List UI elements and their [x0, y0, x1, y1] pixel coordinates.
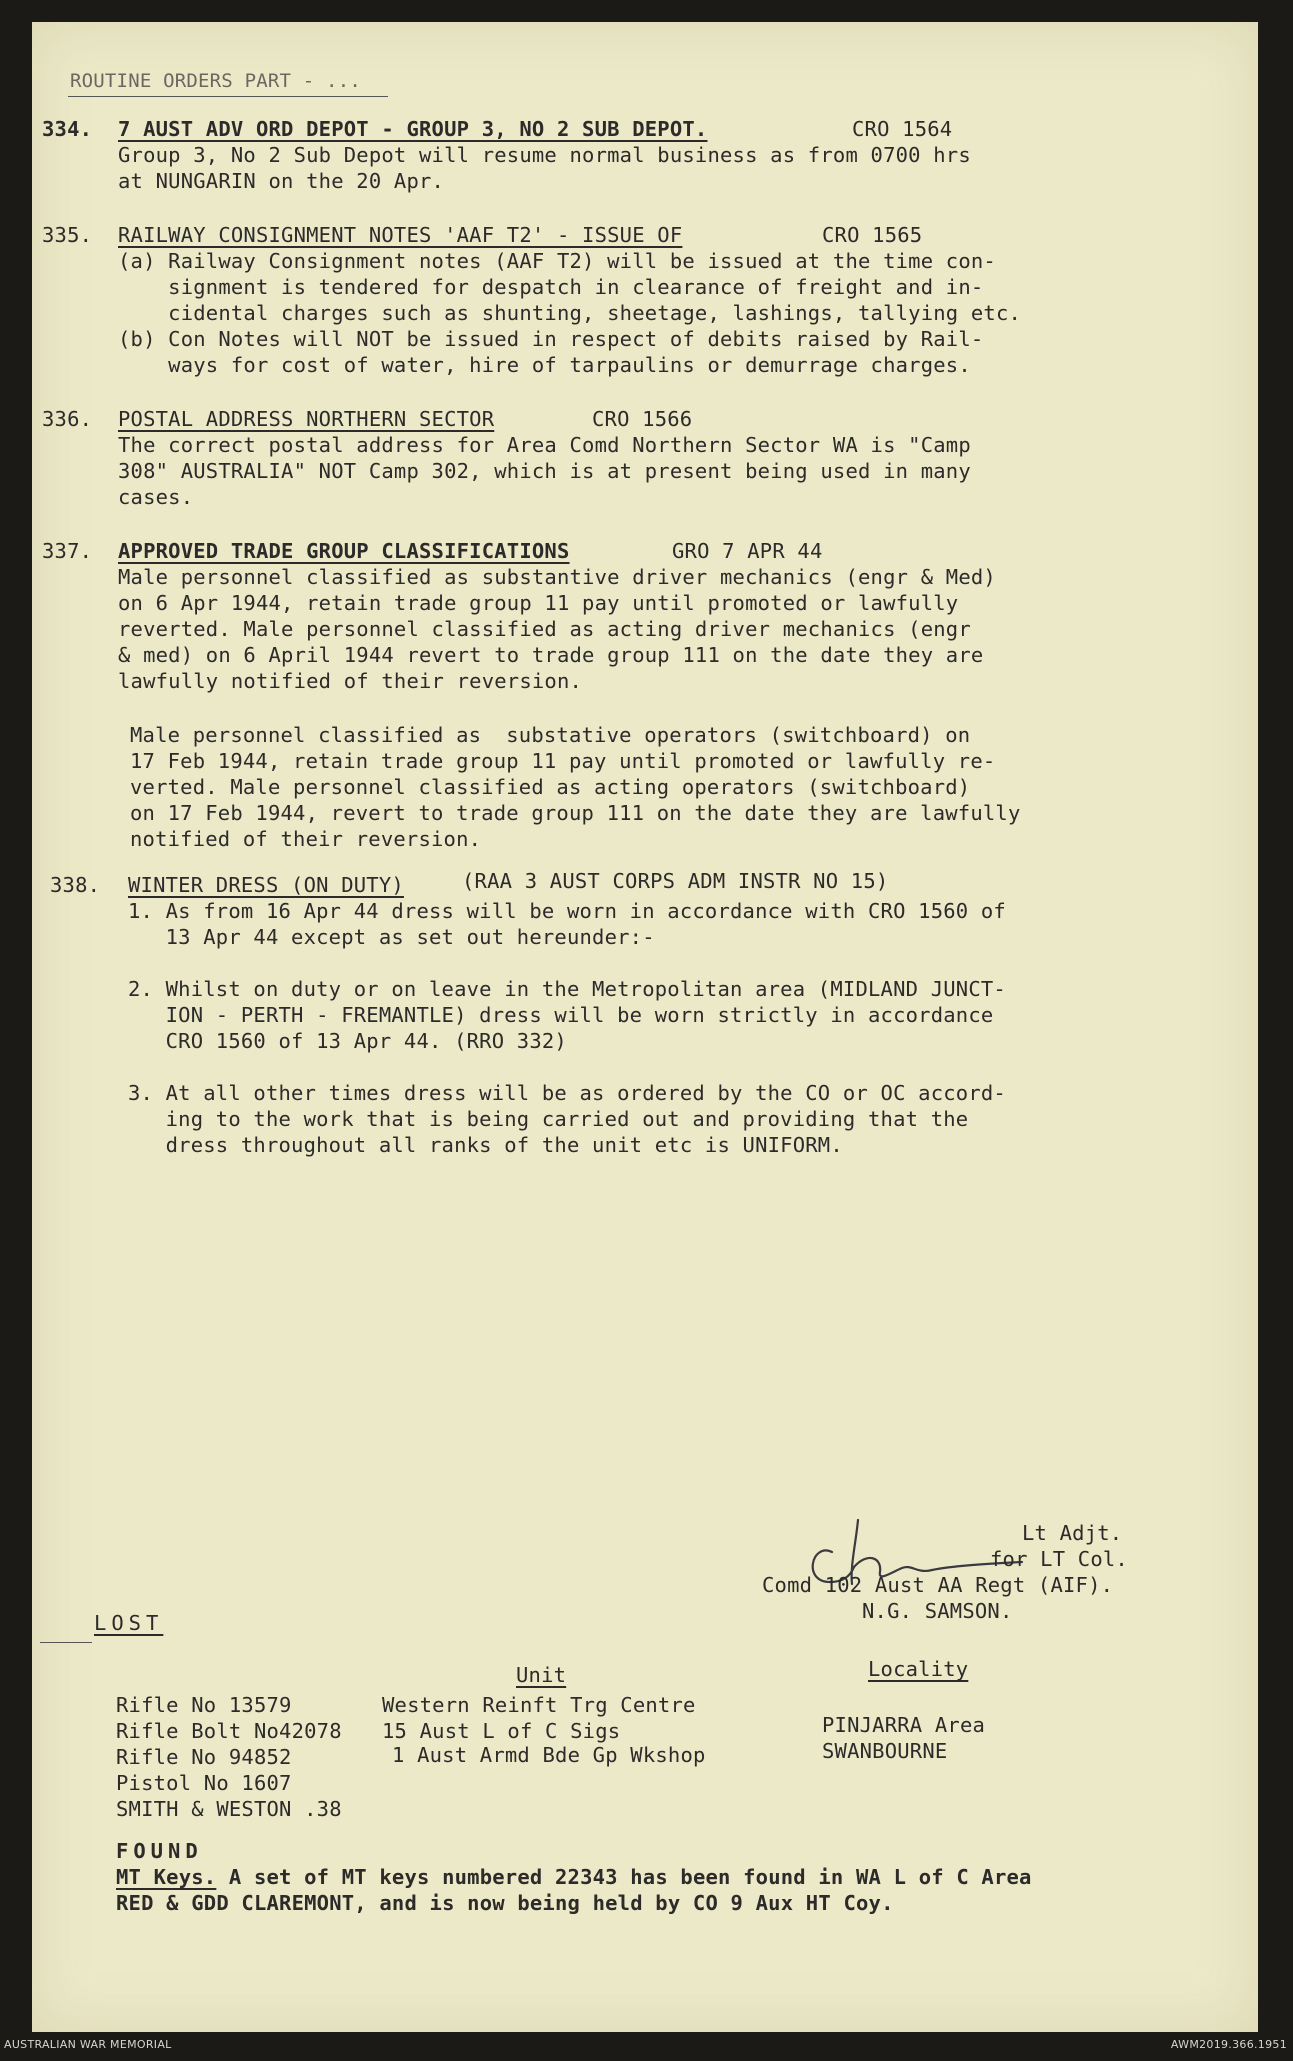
body-line: 13 Apr 44 except as set out hereunder:- — [128, 925, 655, 949]
found-line: A set of MT keys numbered 22343 has been found in WA L of C Area — [216, 1865, 1032, 1889]
item-number: 338. — [50, 873, 101, 897]
archive-reference: AWM2019.366.1951 — [1170, 2038, 1287, 2051]
body-line: Group 3, No 2 Sub Depot will resume normal business as from 0700 hrs — [118, 143, 971, 167]
body-line: Male personnel classified as substantive driver mechanics (engr & Med) — [118, 565, 996, 589]
page-header: ROUTINE ORDERS PART - ... — [70, 70, 361, 92]
body-line: reverted. Male personnel classified as acting driver mechanics (engr — [118, 617, 971, 641]
body-line: dress throughout all ranks of the unit etc is UNIFORM. — [128, 1133, 843, 1157]
lost-locality: PINJARRA Area — [822, 1713, 986, 1737]
archive-credit: AUSTRALIAN WAR MEMORIAL — [4, 2038, 172, 2051]
item-ref: CRO 1566 — [592, 407, 693, 431]
lost-locality: SWANBOURNE — [822, 1739, 948, 1763]
item-number: 334. — [42, 117, 93, 141]
body-line: on 6 Apr 1944, retain trade group 11 pay until promoted or lawfully — [118, 591, 959, 615]
body-line: & med) on 6 April 1944 revert to trade group 111 on the date they are — [118, 643, 984, 667]
body-line: ing to the work that is being carried out and providing that the — [128, 1107, 969, 1131]
body-line: verted. Male personnel classified as acting operators (switchboard) — [130, 775, 971, 799]
item-number: 336. — [42, 407, 93, 431]
item-ref: CRO 1564 — [852, 117, 953, 141]
item-title: RAILWAY CONSIGNMENT NOTES 'AAF T2' - ISSUE OF — [118, 223, 683, 247]
body-line: notified of their reversion. — [130, 827, 482, 851]
lost-item: Rifle No 94852 — [116, 1745, 292, 1769]
body-line: cidental charges such as shunting, sheetage, lashings, tallying etc. — [118, 301, 1022, 325]
lost-item: Rifle No 13579 — [116, 1693, 292, 1717]
body-line: on 17 Feb 1944, revert to trade group 111 on the date they are lawfully — [130, 801, 1021, 825]
found-heading: FOUND — [116, 1839, 203, 1863]
item-ref: GRO 7 APR 44 — [672, 539, 823, 563]
body-line: CRO 1560 of 13 Apr 44. (RRO 332) — [128, 1029, 567, 1053]
body-line: Male personnel classified as substative operators (switchboard) on — [130, 723, 971, 747]
item-title: APPROVED TRADE GROUP CLASSIFICATIONS — [118, 539, 570, 563]
item-title: WINTER DRESS (ON DUTY) — [128, 873, 404, 897]
body-line: ways for cost of water, hire of tarpaulins or demurrage charges. — [118, 353, 971, 377]
signature-unit: Comd 102 Aust AA Regt (AIF). — [762, 1573, 1114, 1597]
item-title: POSTAL ADDRESS NORTHERN SECTOR — [118, 407, 495, 431]
lost-column-unit: Unit — [516, 1663, 567, 1687]
body-line: 3. At all other times dress will be as ordered by the CO or OC accord- — [128, 1081, 1006, 1105]
body-line: 2. Whilst on duty or on leave in the Metropolitan area (MIDLAND JUNCT- — [128, 977, 1006, 1001]
lost-item: Pistol No 1607 — [116, 1771, 292, 1795]
body-line: The correct postal address for Area Comd Northern Sector WA is "Camp — [118, 433, 971, 457]
lost-rule — [40, 1642, 92, 1643]
lost-heading: LOST — [94, 1611, 164, 1635]
body-line: (a) Railway Consignment notes (AAF T2) will be issued at the time con- — [118, 249, 996, 273]
item-number: 335. — [42, 223, 93, 247]
lost-unit: Western Reinft Trg Centre — [382, 1693, 696, 1717]
found-line: RED & GDD CLAREMONT, and is now being held by CO 9 Aux HT Coy. — [116, 1891, 894, 1915]
document-page — [32, 22, 1258, 2032]
body-line: 308" AUSTRALIA" NOT Camp 302, which is at present being used in many — [118, 459, 971, 483]
item-number: 337. — [42, 539, 93, 563]
lost-unit: 15 Aust L of C Sigs — [382, 1719, 621, 1743]
body-line: 17 Feb 1944, retain trade group 11 pay until promoted or lawfully re- — [130, 749, 996, 773]
lost-item: Rifle Bolt No42078 — [116, 1719, 342, 1743]
signature-for: for LT Col. — [990, 1547, 1128, 1571]
found-label: MT Keys. — [116, 1865, 217, 1889]
item-title: 7 AUST ADV ORD DEPOT - GROUP 3, NO 2 SUB DEPOT. — [118, 117, 708, 141]
body-line: ION - PERTH - FREMANTLE) dress will be worn strictly in accordance — [128, 1003, 994, 1027]
body-line: signment is tendered for despatch in clearance of freight and in- — [118, 275, 984, 299]
body-line: (b) Con Notes will NOT be issued in respect of debits raised by Rail- — [118, 327, 984, 351]
header-rule — [68, 96, 388, 97]
item-ref: CRO 1565 — [822, 223, 923, 247]
lost-column-locality: Locality — [868, 1657, 969, 1681]
signature-title: Lt Adjt. — [1022, 1521, 1123, 1545]
signature-name: N.G. SAMSON. — [862, 1599, 1013, 1623]
lost-item: SMITH & WESTON .38 — [116, 1797, 342, 1821]
body-line: 1. As from 16 Apr 44 dress will be worn in accordance with CRO 1560 of — [128, 899, 1006, 923]
lost-unit: 1 Aust Armd Bde Gp Wkshop — [392, 1743, 706, 1767]
body-line: cases. — [118, 485, 194, 509]
item-ref: (RAA 3 AUST CORPS ADM INSTR NO 15) — [462, 869, 889, 893]
body-line: lawfully notified of their reversion. — [118, 669, 583, 693]
body-line: at NUNGARIN on the 20 Apr. — [118, 169, 445, 193]
